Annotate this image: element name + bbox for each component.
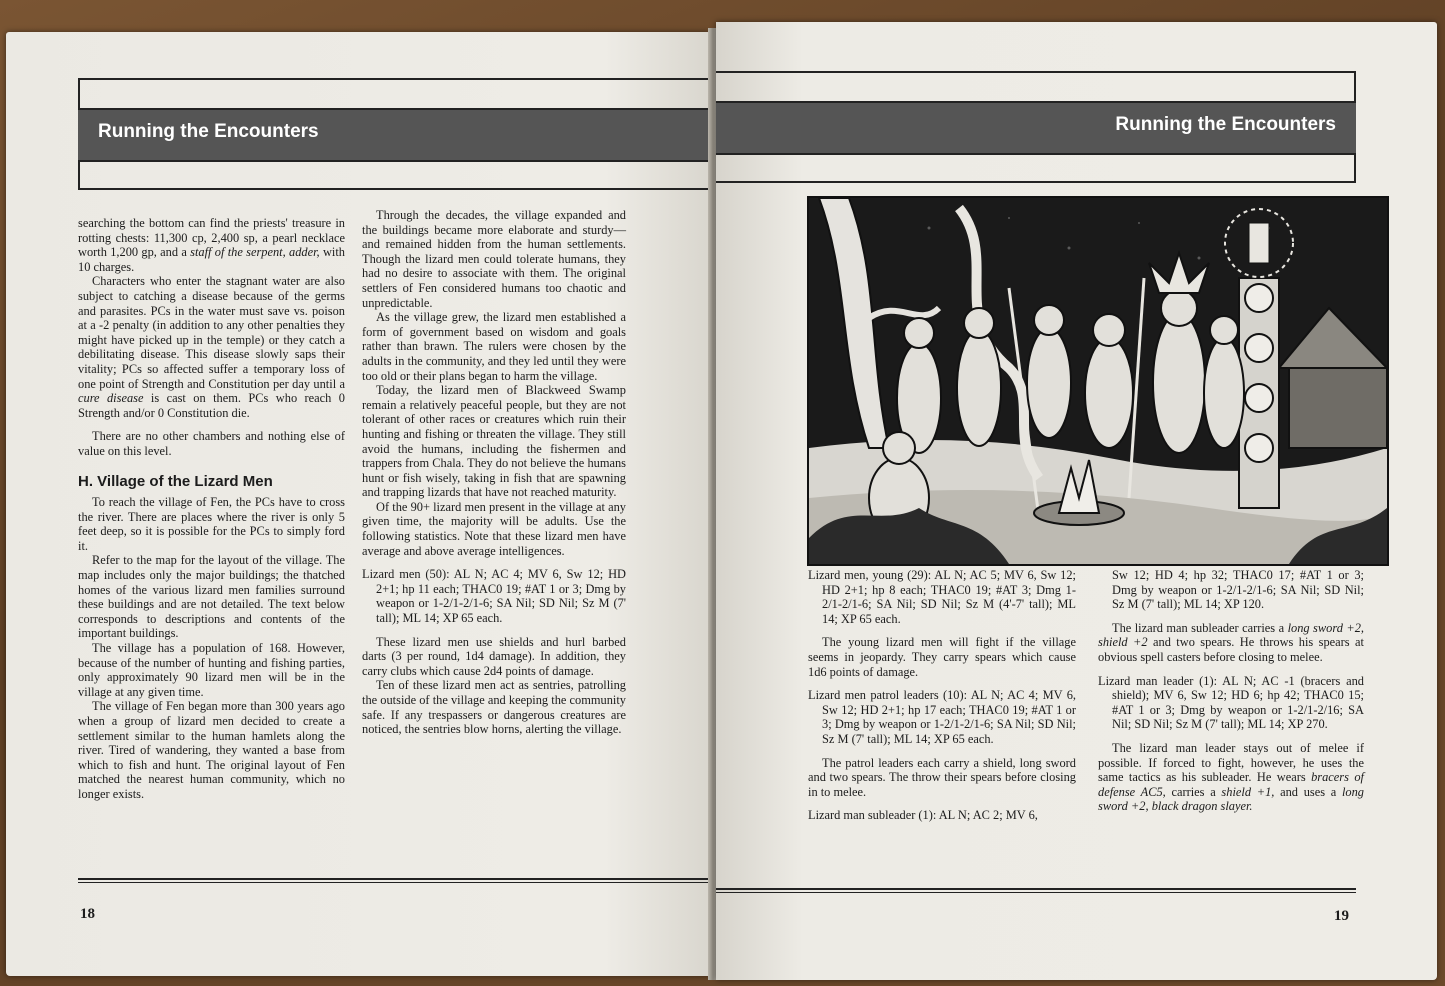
left-page	[6, 32, 710, 976]
paragraph: Ten of these lizard men act as sentries, patrolling the outside of the village and keeping the community safe. If any trespassers or dangerous creatures are noticed, the sentries blow horns, alerting the village.	[362, 678, 626, 737]
footer-rule	[78, 878, 726, 880]
stat-block: Lizard man subleader (1): AL N; AC 2; MV 6,	[808, 808, 1038, 823]
paragraph: Refer to the map for the layout of the village. The map includes only the major buildings; the thatched homes of the various lizard men families surround these buildings and are not detailed. The text below corresponds to descriptions and contents of the important buildings.	[78, 553, 345, 641]
stat-block: Lizard men (50): AL N; AC 4; MV 6, Sw 12; HD 2+1; hp 11 each; THAC0 19; #AT 1 or 3; Dmg by weapon or 1-2/1-2/1-6; SA Nil; SD Nil; Sz M (7' tall); ML 14; XP 65 each.	[362, 567, 626, 626]
left-header-banner	[78, 78, 726, 190]
left-column-1	[78, 216, 345, 802]
page-number: 19	[1334, 908, 1349, 924]
left-column-2	[362, 208, 626, 737]
paragraph: The patrol leaders each carry a shield, long sword and two spears. The throw their spears before closing in to melee.	[808, 755, 1076, 799]
paragraph: These lizard men use shields and hurl barbed darts (3 per round, 1d4 damage). In addition, they carry clubs which cause 2d4 points of damage.	[362, 634, 626, 678]
lizard-men-campfire-illustration	[807, 196, 1389, 566]
page-number: 18	[80, 906, 95, 922]
paragraph: The village has a population of 168. However, because of the number of hunting and fishing parties, only approximately 90 lizard men will be in the village at any given time.	[78, 641, 345, 699]
footer-rule	[78, 882, 726, 883]
right-column-2	[1098, 568, 1364, 814]
right-page	[716, 22, 1437, 980]
paragraph: As the village grew, the lizard men established a form of government based on wisdom and goals rather than brawn. The rulers were chosen by the adults in the community, and they led until they were too old or their plans began to harm the village.	[362, 310, 626, 383]
footer-rule	[716, 888, 1356, 890]
stat-block-continued: Sw 12; HD 4; hp 32; THAC0 17; #AT 1 or 3; Dmg by weapon or 1-2/1-2/1-6; SA Nil; SD Nil; Sz M (7' tall); ML 14; XP 120.	[1112, 568, 1364, 612]
right-column-1	[808, 568, 1076, 823]
paragraph: There are no other chambers and nothing else of value on this level.	[78, 429, 345, 458]
paragraph: Of the 90+ lizard men present in the village at any given time, the majority will be adults. Use the following statistics. Note that these lizard men have average and above average intelligences.	[362, 499, 626, 558]
footer-rule	[716, 892, 1356, 893]
stat-block: Lizard man leader (1): AL N; AC -1 (bracers and shield); MV 6, Sw 12; HD 6; hp 42; THAC0 15; #AT 1 or 3; Dmg by weapon or 1-2/1-2/16; SA Nil; SD Nil; Sz M (7' tall); ML 14; XP 270.	[1098, 673, 1364, 732]
paragraph: To reach the village of Fen, the PCs have to cross the river. There are places where the river is only 5 feet deep, so it is possible for the PCs to simply ford it.	[78, 495, 345, 553]
paragraph: Through the decades, the village expanded and the buildings became more elaborate and sturdy—and remained hidden from the human settlements. Though the lizard men could tolerate humans, they had no desire to associate with them. The original settlers of Fen considered humans too chaotic and unpredictable.	[362, 208, 626, 310]
right-header-banner	[716, 71, 1356, 183]
section-heading: H. Village of the Lizard Men	[78, 472, 273, 490]
paragraph: The village of Fen began more than 300 years ago when a group of lizard men decided to create a settlement similar to the human hamlets along the river. Tired of wandering, they wanted a base from which to fish and hunt. The original layout of Fen matched the nearest human community, which no longer exists.	[78, 699, 345, 801]
paragraph: Today, the lizard men of Blackweed Swamp remain a relatively peaceful people, but they are not tolerant of other races or creatures which ruin their hunting and fishing or threaten the village. They still avoid the humans, including the fishermen and trappers from Chala. They do not believe the humans hunt or fish wisely, taking in fish that are spawning and trapping lizards that have not reached maturity.	[362, 383, 626, 500]
paragraph: searching the bottom can find the priests' treasure in rotting chests: 11,300 cp, 2,400 sp, a pearl necklace worth 1,200 gp, and a staff of the serpent, adder, with 10 charges.	[78, 216, 345, 274]
right-page-header: Running the Encounters	[1115, 114, 1336, 135]
stat-block: Lizard men patrol leaders (10): AL N; AC 4; MV 6, Sw 12; HD 2+1; hp 17 each; THAC0 19; #AT 1 or 3; Dmg by weapon or 1-2/1-2/1-6; SA Nil; SD Nil; Sz M (7' tall); ML 14; XP 65 each.	[808, 688, 1076, 746]
paragraph: Characters who enter the stagnant water are also subject to catching a disease because of the germs and parasites. PCs in the water must save vs. poison at a -2 penalty (in addition to any other penalties they might have picked up in the temple) or they catch a debilitating disease. This disease slowly saps their vitality; PCs so affected suffer a temporary loss of one point of Strength and Constitution per day until a cure disease is cast on them. PCs who reach 0 Strength and/or 0 Constitution die.	[78, 274, 345, 420]
left-page-header: Running the Encounters	[98, 121, 319, 142]
paragraph: The young lizard men will fight if the village seems in jeopardy. They carry spears which cause 1d6 points of damage.	[808, 635, 1076, 679]
paragraph: The lizard man subleader carries a long sword +2, shield +2 and two spears. He throws his spears at obvious spell casters before closing to melee.	[1098, 620, 1365, 664]
stat-block: Lizard men, young (29): AL N; AC 5; MV 6, Sw 12; HD 2+1; hp 8 each; THAC0 19; #AT 3; Dmg 1-2/1-2/1-6; SA Nil; SD Nil; Sz M (4'-7' tall); ML 14; XP 65 each.	[808, 568, 1076, 626]
paragraph: The lizard man leader stays out of melee if possible. If forced to fight, however, he uses the same tactics as his subleader. He wears bracers of defense AC5, carries a shield +1, and uses a long sword +2, black dragon slayer.	[1098, 740, 1364, 814]
